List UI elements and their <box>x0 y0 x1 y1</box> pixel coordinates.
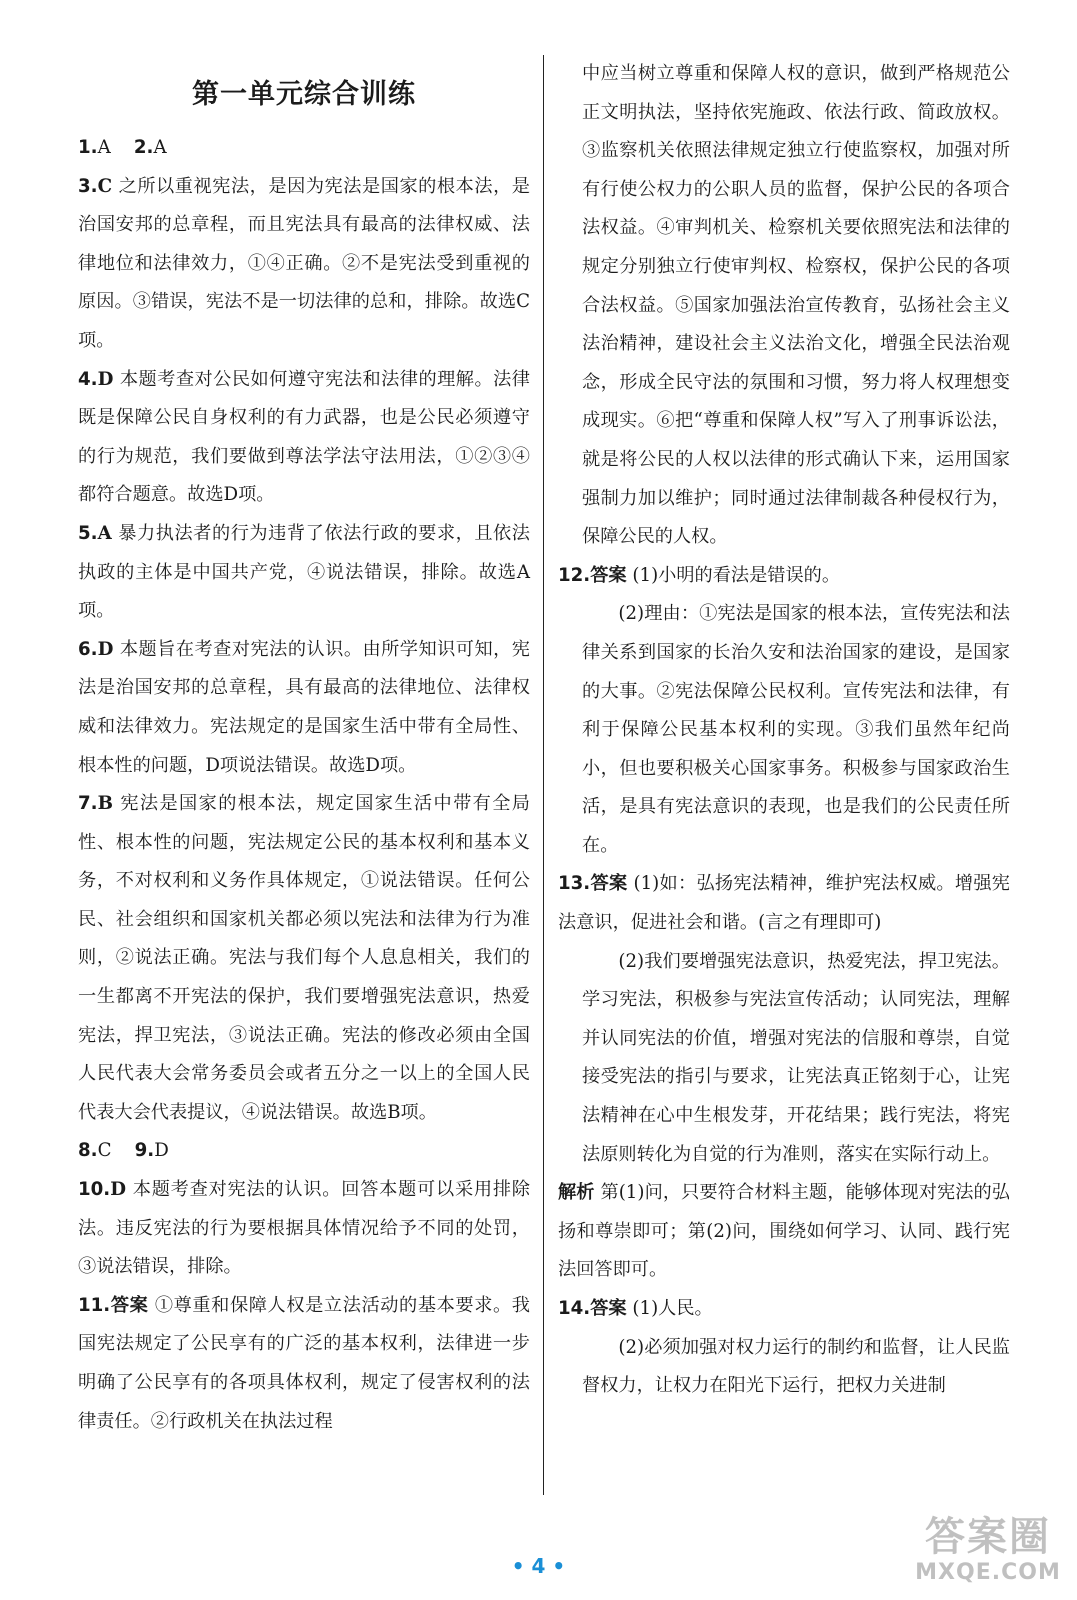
question-14-part2: (2)必须加强对权力运行的制约和监督，让人民监督权力，让权力在阳光下运行，把权力关进制 <box>582 1336 1010 1397</box>
right-column <box>558 55 1010 1406</box>
question-13: 13.答案 (1)如：弘扬宪法精神，维护宪法权威。增强宪法意识，促进社会和谐。(言之有理即可) <box>558 873 1010 934</box>
question-12-reason: (2)理由：①宪法是国家的根本法，宣传宪法和法律关系到国家的长治久安和法治国家的建设，是国家的大事。②宪法保障公民权利。宣传宪法和法律，有利于保障公民基本权利的实现。③我们虽然年纪尚小，但也要积极关心国家事务。积极参与国家政治生活，是具有宪法意识的表现，也是我们的公民责任所在。 <box>582 603 1010 856</box>
question-12: 12.答案 (1)小明的看法是错误的。 <box>558 564 841 586</box>
question-4: 4.D 本题考查对公民如何遵守宪法和法律的理解。法律既是保障公民自身权利的有力武器，也是公民必须遵守的行为规范，我们要做到尊法学法守法用法，①②③④都符合题意。故选D项。 <box>78 368 530 506</box>
question-14: 14.答案 (1)人民。 <box>558 1298 713 1319</box>
question-1-2: 1.A 2.A <box>78 137 167 158</box>
question-11: 11.答案 ①尊重和保障人权是立法活动的基本要求。我国宪法规定了公民享有的广泛的基本权利，法律进一步明确了公民享有的各项具体权利，规定了侵害权利的法律责任。②行政机关在执法过程 <box>78 1294 530 1432</box>
question-8-9: 8.C 9.D <box>78 1140 169 1162</box>
question-11-continued: 中应当树立尊重和保障人权的意识，做到严格规范公正文明执法，坚持依宪施政、依法行政、简政放权。③监察机关依照法律规定独立行使监察权，加强对所有行使公权力的公职人员的监督，保护公民的各项合法权益。④审判机关、检察机关要依照宪法和法律的规定分别独立行使审判权、检察权，保护公民的各项合法权益。⑤国家加强法治宣传教育，弘扬社会主义法治精神，建设社会主义法治文化，增强全民法治观念，形成全民守法的氛围和习惯，努力将人权理想变成现实。⑥把“尊重和保障人权”写入了刑事诉讼法，就是将公民的人权以法律的形式确认下来，运用国家强制力加以维护；同时通过法律制裁各种侵权行为，保障公民的人权。 <box>582 63 1010 548</box>
question-13-part2: (2)我们要增强宪法意识，热爱宪法，捍卫宪法。学习宪法，积极参与宪法宣传活动；认同宪法，理解并认同宪法的价值，增强对宪法的信服和尊崇，自觉接受宪法的指引与要求，让宪法真正铭刻于心，让宪法精神在心中生根发芽，开花结果；践行宪法，将宪法原则转化为自觉的行为准则，落实在实际行动上。 <box>582 950 1010 1165</box>
question-3: 3.C 之所以重视宪法，是因为宪法是国家的根本法，是治国安邦的总章程，而且宪法具有最高的法律权威、法律地位和法律效力，①④正确。②不是宪法受到重视的原因。③错误，宪法不是一切法律的总和，排除。故选C项。 <box>78 175 530 351</box>
page-number: • 4 • <box>511 1554 566 1578</box>
page-title: 第一单元综合训练 <box>192 79 416 110</box>
left-column <box>78 0 530 1441</box>
watermark-logo: 答案圈 MXQE.COM <box>915 1514 1061 1585</box>
question-13-analysis: 解析 第(1)问，只要符合材料主题，能够体现对宪法的弘扬和尊崇即可；第(2)问，围绕如何学习、认同、践行宪法回答即可。 <box>558 1182 1010 1281</box>
question-7: 7.B 宪法是国家的根本法，规定国家生活中带有全局性、根本性的问题，宪法规定公民的基本权利和基本义务，不对权利和义务作具体规定，①说法错误。任何公民、社会组织和国家机关都必须以宪法和法律为行为准则，②说法正确。宪法与我们每个人息息相关，我们的一生都离不开宪法的保护，我们要增强宪法意识，热爱宪法，捍卫宪法，③说法正确。宪法的修改必须由全国人民代表大会常务委员会或者五分之一以上的全国人民代表大会代表提议，④说法错误。故选B项。 <box>78 793 530 1123</box>
question-5: 5.A 暴力执法者的行为违背了依法行政的要求，且依法执政的主体是中国共产党，④说法错误，排除。故选A项。 <box>78 522 530 622</box>
question-10: 10.D 本题考查对宪法的认识。回答本题可以采用排除法。违反宪法的行为要根据具体情况给予不同的处罚，③说法错误，排除。 <box>78 1179 530 1278</box>
column-divider <box>543 55 544 1495</box>
question-6: 6.D 本题旨在考查对宪法的认识。由所学知识可知，宪法是治国安邦的总章程，具有最高的法律地位、法律权威和法律效力。宪法规定的是国家生活中带有全局性、根本性的问题，D项说法错误。故选D项。 <box>78 638 530 776</box>
